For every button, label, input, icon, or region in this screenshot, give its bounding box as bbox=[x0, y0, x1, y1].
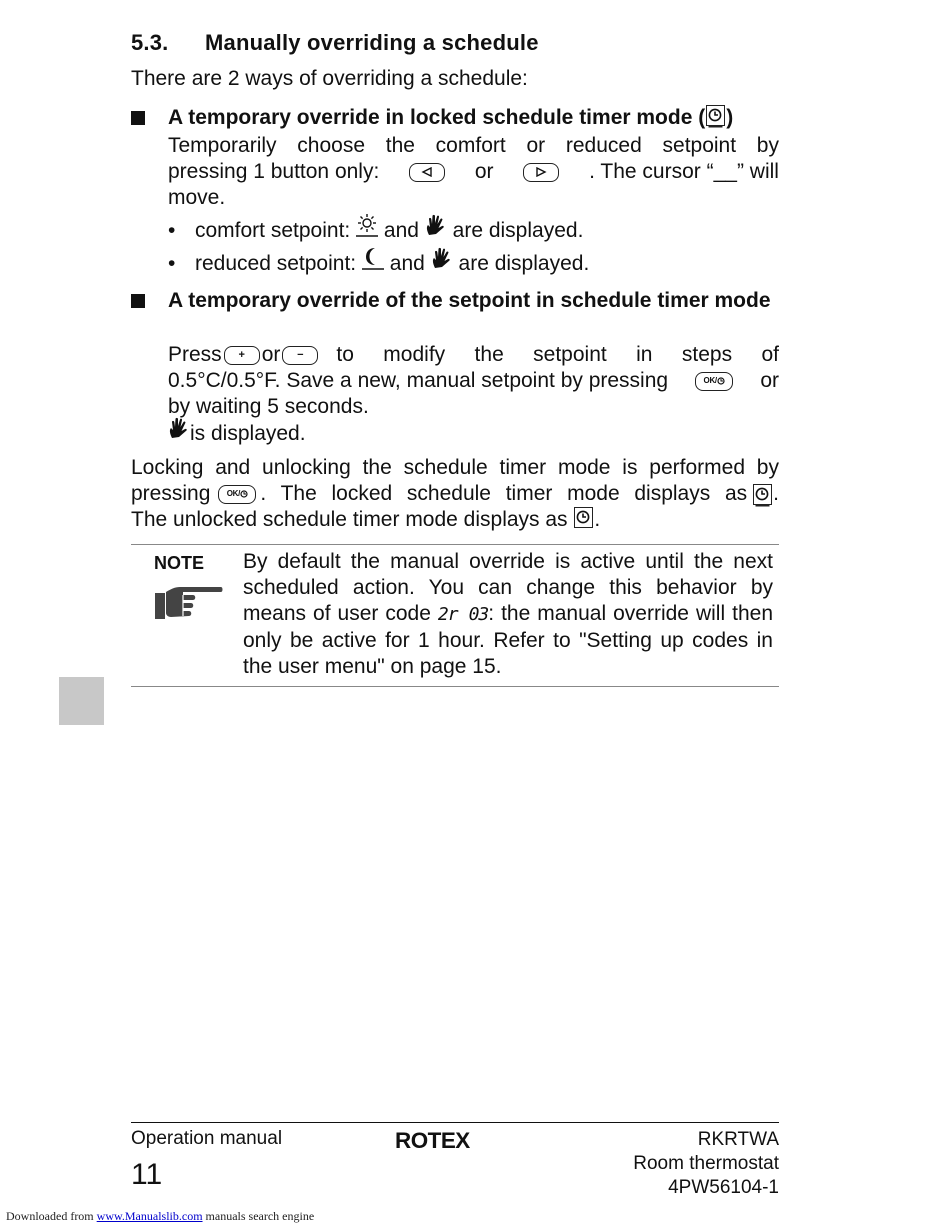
bullet-reduced: • reduced setpoint: and are displayed. bbox=[168, 249, 589, 280]
footer-product-name: Room thermostat bbox=[633, 1153, 779, 1174]
user-code-display: 2r 03 bbox=[437, 604, 489, 625]
unlocked-clock-icon bbox=[574, 507, 593, 528]
rotex-logo bbox=[395, 1127, 475, 1158]
note-box bbox=[131, 544, 779, 687]
section-heading bbox=[131, 30, 539, 56]
download-credit: Downloaded from www.Manualslib.com manuals search engine bbox=[6, 1209, 315, 1223]
item-line-plusminus: Press + or − to modify the setpoint in steps of bbox=[168, 343, 779, 366]
manualslib-link[interactable]: www.Manualslib.com bbox=[96, 1209, 203, 1223]
chapter-tab bbox=[59, 677, 104, 725]
note-label: NOTE bbox=[154, 553, 205, 573]
page-number: 11 bbox=[131, 1158, 163, 1191]
item-title: A temporary override in locked schedule timer mode ( ) bbox=[168, 106, 734, 129]
hand-icon bbox=[431, 247, 453, 276]
item-body: Press + or − to modify the setpoint in steps of 0.5°C/0.5°F. Save a new, manual setpoint by pressing OK/ or by waiting 5 seconds. is displayed. bbox=[168, 342, 779, 449]
locked-clock-icon bbox=[753, 484, 772, 505]
hand-icon bbox=[425, 214, 447, 243]
note-text: By default the manual override is active until the next scheduled action. You can change this behavior by means of user code 2r 03: the manual override will then only be active for 1 hour. Refer to "Setting up codes in the user menu" on page 15. bbox=[243, 550, 774, 678]
footer-model: RKRTWA bbox=[697, 1129, 779, 1150]
right-arrow-key-icon bbox=[523, 163, 559, 182]
section-title: Manually overriding a schedule bbox=[205, 30, 539, 55]
locking-line: pressing OK/ . The locked schedule timer mode displays as . bbox=[131, 482, 779, 505]
item-line-buttons: pressing 1 button only: or . The cursor “__” will bbox=[168, 160, 779, 183]
item-line-hand: is displayed. bbox=[168, 420, 779, 449]
square-bullet-icon bbox=[131, 294, 145, 308]
unlocking-line: The unlocked schedule timer mode displays as . bbox=[131, 508, 601, 531]
ok-key-icon: OK/ bbox=[218, 485, 256, 504]
section-intro: There are 2 ways of overriding a schedule: bbox=[131, 67, 528, 90]
item-body: Temporarily choose the comfort or reduced setpoint by pressing 1 button only: or . The cursor “__” will move. bbox=[168, 134, 779, 209]
section-number: 5.3. bbox=[131, 30, 169, 55]
bullet-comfort: • comfort setpoint: and are displayed. bbox=[168, 216, 583, 247]
locked-clock-icon bbox=[706, 105, 725, 126]
svg-text:ROTEX: ROTEX bbox=[395, 1128, 470, 1153]
footer-divider bbox=[131, 1122, 779, 1123]
footer-product bbox=[633, 1128, 779, 1200]
footer-doc-number: 4PW56104-1 bbox=[668, 1177, 779, 1198]
locking-paragraph: Locking and unlocking the schedule timer mode is performed by pressing OK/ . The locked schedule timer mode displays as . The unlocked schedule timer mode displays as . bbox=[131, 456, 779, 531]
minus-key-icon: − bbox=[282, 346, 318, 365]
item-title: A temporary override of the setpoint in schedule timer mode bbox=[168, 289, 771, 312]
footer-manual-type: Operation manual bbox=[131, 1128, 283, 1149]
ok-key-icon: OK/ bbox=[695, 372, 733, 391]
item-line-save: 0.5°C/0.5°F. Save a new, manual setpoint by pressing OK/ or bbox=[168, 369, 779, 392]
pointing-hand-icon bbox=[153, 583, 223, 628]
square-bullet-icon bbox=[131, 111, 145, 125]
left-arrow-key-icon bbox=[409, 163, 445, 182]
sun-icon bbox=[356, 213, 378, 244]
plus-key-icon: + bbox=[224, 346, 260, 365]
moon-icon bbox=[362, 246, 384, 277]
hand-icon bbox=[168, 417, 190, 446]
